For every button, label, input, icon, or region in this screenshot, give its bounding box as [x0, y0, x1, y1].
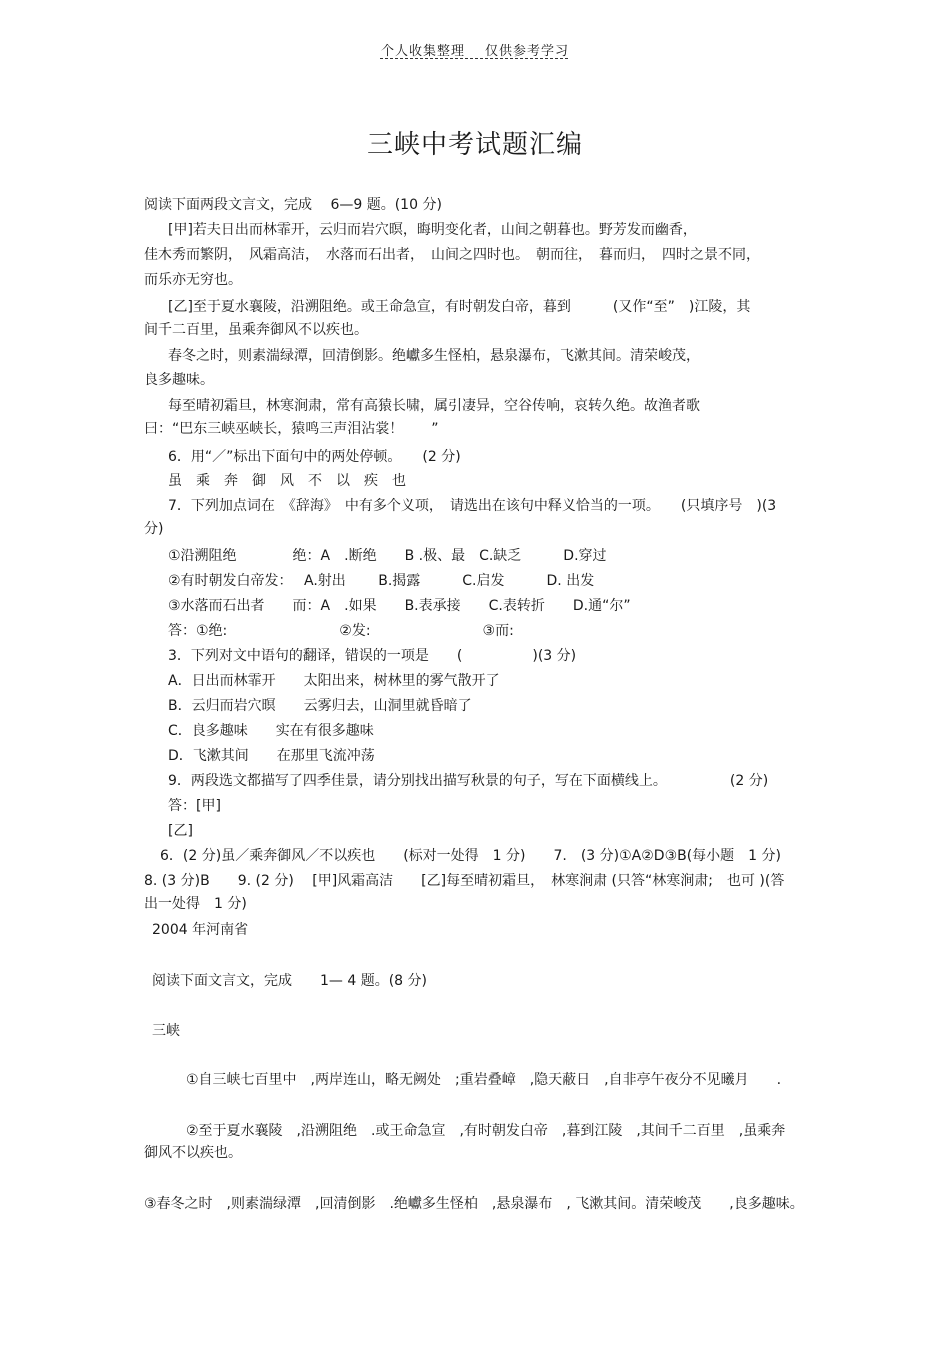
text-line: 分): [144, 521, 164, 537]
text-line: A．日出而林霏开 太阳出来，树林里的雾气散开了: [168, 673, 500, 689]
text-line: ③水落而石出者 而：A .如果 B.表承接 C.表转折 D.通“尔”: [168, 598, 631, 614]
text-line: 春冬之时，则素湍绿潭，回清倒影。绝巘多生怪柏，悬泉瀑布，飞漱其间。清荣峻茂，: [168, 348, 700, 364]
text-line: ②有时朝发白帝发： A.射出 B.揭露 C.启发 D. 出发: [168, 573, 595, 589]
text-line: 阅读下面两段文言文，完成 6—9 题。(10 分): [144, 197, 442, 213]
text-line: 而乐亦无穷也。: [144, 272, 242, 288]
text-line: B．云归而岩穴暝 云雾归去，山洞里就昏暗了: [168, 698, 472, 714]
text-line: 出一处得 1 分): [144, 896, 247, 912]
text-line: 每至晴初霜旦，林寒涧肃，常有高猿长啸，属引凄异，空谷传响，哀转久绝。故渔者歌: [168, 398, 700, 414]
text-line: ②至于夏水襄陵 ,沿溯阻绝 .或王命急宣 ,有时朝发白帝 ,暮到江陵 ,其间千二百里 ,虽乘奔: [186, 1123, 786, 1139]
text-line: ①自三峡七百里中 ,两岸连山，略无阙处 ;重岩叠嶂 ,隐天蔽日 ,自非亭午夜分不见曦月 .: [186, 1072, 782, 1088]
text-line: ①沿溯阻绝 绝：A .断绝 B .极、最 C.缺乏 D.穿过: [168, 548, 607, 564]
text-line: 阅读下面文言文，完成 1— 4 题。(8 分): [152, 973, 427, 989]
text-line: 6．(2 分)虽／乘奔御风／不以疾也 (标对一处得 1 分) 7. (3 分)①A②D③B(每小题 1 分): [160, 848, 782, 864]
text-line: 曰：“巴东三峡巫峡长，猿鸣三声泪沾裳！ ”: [144, 421, 439, 437]
text-line: 佳木秀而繁阴， 风霜高洁， 水落而石出者， 山间之四时也。 朝而往， 暮而归， 四时之景不同，: [144, 247, 760, 263]
header-right-text: 仅供参考学习: [485, 44, 570, 59]
header-left-text: 个人收集整理: [380, 44, 465, 59]
text-line: 9．两段选文都描写了四季佳景，请分别找出描写秋景的句子，写在下面横线上。 (2 分): [168, 773, 769, 789]
text-line: 8. (3 分)B 9. (2 分) [甲]风霜高洁 [乙]每至晴初霜旦， 林寒涧肃 (只答“林寒涧肃; 也可 )(答: [144, 873, 785, 889]
text-line: [乙]至于夏水襄陵，沿溯阻绝。或王命急宣，有时朝发白帝，暮到 (又作“至” )江陵，其: [168, 299, 751, 315]
text-line: 2004 年河南省: [152, 922, 249, 938]
text-line: 三峡: [152, 1023, 180, 1039]
text-line: 良多趣味。: [144, 372, 214, 388]
text-line: 7．下列加点词在 《辞海》 中有多个义项， 请选出在该句中释义恰当的一项。 (只填序号 )(3: [168, 498, 777, 514]
text-line: [乙]: [168, 823, 193, 839]
text-line: 虽 乘 奔 御 风 不 以 疾 也: [168, 473, 406, 489]
text-line: 6．用“／”标出下面句中的两处停顿。 (2 分): [168, 449, 461, 465]
text-line: 间千二百里，虽乘奔御风不以疾也。: [144, 322, 368, 338]
page-header: [0, 40, 950, 59]
page-title: 三峡中考试题汇编: [366, 130, 583, 160]
text-line: 3．下列对文中语句的翻译，错误的一项是 ( )(3 分): [168, 648, 577, 664]
header-dashed-rule: [380, 58, 568, 59]
text-line: C．良多趣味 实在有很多趣味: [168, 723, 374, 739]
text-line: [甲]若夫日出而林霏开，云归而岩穴暝，晦明变化者，山间之朝暮也。野芳发而幽香，: [168, 222, 697, 238]
text-line: 答：[甲]: [168, 798, 221, 814]
text-line: 答：①绝: ②发: ③而:: [168, 623, 514, 639]
text-line: D．飞漱其间 在那里飞流冲荡: [168, 748, 375, 764]
text-line: ③春冬之时 ,则素湍绿潭 ,回清倒影 .绝巘多生怪柏 ,悬泉瀑布 , 飞漱其间。清荣峻茂 ,良多趣味。: [144, 1196, 804, 1212]
text-line: 御风不以疾也。: [144, 1145, 242, 1161]
